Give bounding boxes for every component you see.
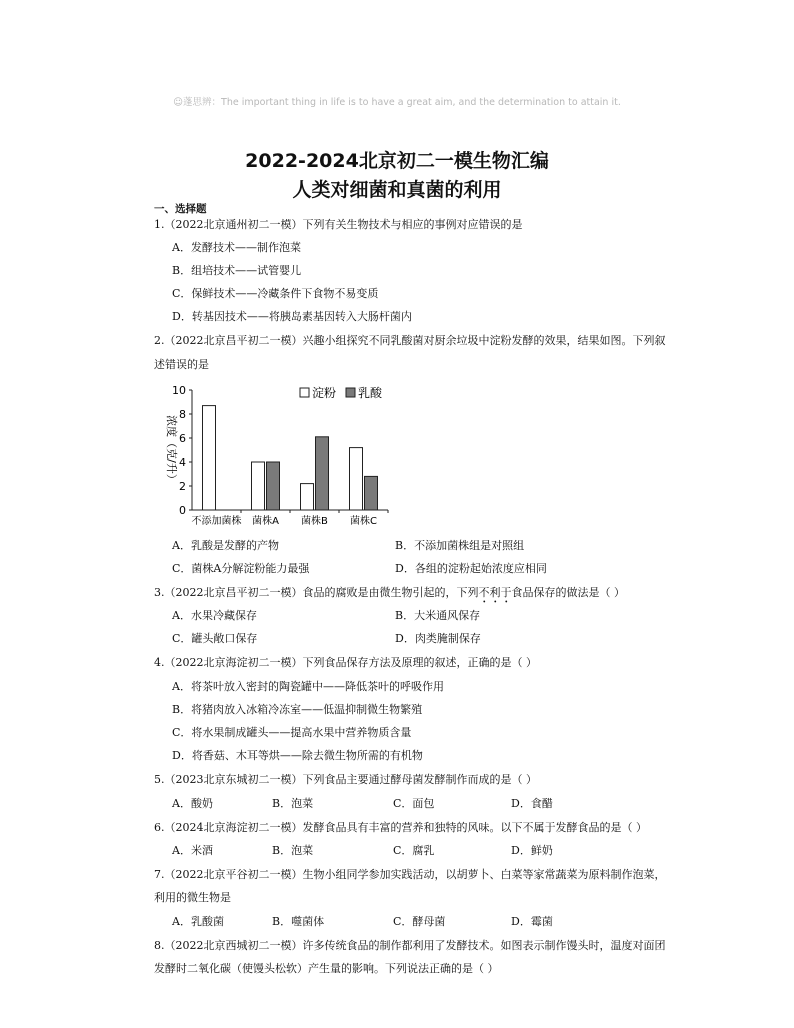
bar-chart bbox=[150, 380, 400, 530]
legend-swatch bbox=[346, 388, 355, 397]
question-4-option-d: D．将香菇、木耳等烘——除去微生物所需的有机物 bbox=[172, 749, 423, 762]
bar-lactic-acid bbox=[267, 462, 280, 510]
question-8-stem-line1: 8.（2022北京西城初二一模）许多传统食品的制作都利用了发酵技术。如图表示制作馒头时，温度对面团 bbox=[154, 939, 666, 952]
y-axis-label: 浓度（克/升） bbox=[165, 415, 178, 485]
question-3-option-c: C．罐头敞口保存 bbox=[172, 632, 258, 645]
question-5-stem: 5.（2023北京东城初二一模）下列食品主要通过酵母菌发酵制作而成的是（ ） bbox=[154, 773, 537, 786]
document-subtitle: 人类对细菌和真菌的利用 bbox=[292, 179, 502, 201]
question-1-option-a: A．发酵技术——制作泡菜 bbox=[172, 241, 301, 254]
question-2-option-d: D．各组的淀粉起始浓度应相同 bbox=[395, 562, 547, 575]
bar-starch bbox=[301, 484, 314, 510]
question-3-stem-part2: 食品保存的做法是（ ） bbox=[511, 586, 625, 599]
question-7-stem-line1: 7.（2022北京平谷初二一模）生物小组同学参加实践活动，以胡萝卜、白菜等家常蔬菜为原料制作泡菜， bbox=[154, 868, 666, 881]
legend-label: 乳酸 bbox=[358, 386, 383, 400]
watermark: ☺蓬思辨：The important thing in life is to have a great aim, and the determination to attain it. bbox=[173, 97, 621, 108]
x-tick-label: 菌株A bbox=[252, 516, 279, 527]
question-3-stem bbox=[154, 584, 625, 606]
y-tick-label: 4 bbox=[179, 456, 186, 469]
y-tick-label: 0 bbox=[179, 504, 186, 517]
document-title: 2022-2024北京初二一模生物汇编 bbox=[245, 150, 549, 172]
y-tick-label: 10 bbox=[172, 384, 186, 397]
question-3-option-d: D．肉类腌制保存 bbox=[395, 632, 481, 645]
section-heading: 一、选择题 bbox=[154, 203, 207, 215]
question-3-stem-part1: 3.（2022北京昌平初二一模）食品的腐败是由微生物引起的，下列 bbox=[154, 586, 479, 599]
question-7-option-c: C．酵母菌 bbox=[393, 915, 446, 928]
question-5-option-d: D．食醋 bbox=[511, 797, 553, 810]
bar-lactic-acid bbox=[365, 476, 378, 510]
question-1-option-b: B．组培技术——试管婴儿 bbox=[172, 264, 302, 277]
x-tick-label: 菌株C bbox=[350, 516, 377, 527]
legend-label: 淀粉 bbox=[312, 386, 337, 400]
question-5-option-a: A．酸奶 bbox=[172, 797, 213, 810]
bar-starch bbox=[252, 462, 265, 510]
question-6-option-c: C．腐乳 bbox=[393, 844, 435, 857]
question-7-option-b: B．噬菌体 bbox=[272, 915, 325, 928]
question-4-option-c: C．将水果制成罐头——提高水果中营养物质含量 bbox=[172, 726, 412, 739]
question-7-stem-line2: 利用的微生物是 bbox=[154, 891, 231, 904]
question-2-option-b: B．不添加菌株组是对照组 bbox=[395, 539, 525, 552]
question-5-option-b: B．泡菜 bbox=[272, 797, 314, 810]
y-tick-label: 8 bbox=[179, 408, 186, 421]
question-6-option-d: D．鲜奶 bbox=[511, 844, 553, 857]
question-6-option-a: A．米酒 bbox=[172, 844, 213, 857]
question-3-option-b: B．大米通风保存 bbox=[395, 609, 481, 622]
question-8-stem-line2: 发酵时二氧化碳（使馒头松软）产生量的影响。下列说法正确的是（ ） bbox=[154, 962, 499, 975]
x-tick-label: 菌株B bbox=[301, 516, 328, 527]
question-6-stem: 6.（2024北京海淀初二一模）发酵食品具有丰富的营养和独特的风味。以下不属于发酵食品的是（ ） bbox=[154, 821, 647, 834]
bar-starch bbox=[350, 448, 363, 510]
question-1-stem: 1.（2022北京通州初二一模）下列有关生物技术与相应的事例对应错误的是 bbox=[154, 218, 523, 231]
legend-swatch bbox=[300, 388, 309, 397]
question-5-option-c: C．面包 bbox=[393, 797, 435, 810]
y-tick-label: 6 bbox=[179, 432, 186, 445]
question-7-option-d: D．霉菌 bbox=[511, 915, 553, 928]
question-4-option-b: B．将猪肉放入冰箱冷冻室——低温抑制微生物繁殖 bbox=[172, 703, 423, 716]
bar-lactic-acid bbox=[316, 437, 329, 510]
y-tick-label: 2 bbox=[179, 480, 186, 493]
question-2-stem-line2: 述错误的是 bbox=[154, 358, 209, 371]
question-4-stem: 4.（2022北京海淀初二一模）下列食品保存方法及原理的叙述，正确的是（ ） bbox=[154, 656, 537, 669]
question-2-stem-line1: 2.（2022北京昌平初二一模）兴趣小组探究不同乳酸菌对厨余垃圾中淀粉发酵的效果，结果如图。下列叙 bbox=[154, 334, 666, 347]
question-6-option-b: B．泡菜 bbox=[272, 844, 314, 857]
question-3-option-a: A．水果冷藏保存 bbox=[172, 609, 257, 622]
question-7-option-a: A．乳酸菌 bbox=[172, 915, 224, 928]
question-1-option-d: D．转基因技术——将胰岛素基因转入大肠杆菌内 bbox=[172, 310, 412, 323]
x-tick-label: 不添加菌株 bbox=[191, 516, 242, 527]
question-4-option-a: A．将茶叶放入密封的陶瓷罐中——降低茶叶的呼吸作用 bbox=[172, 680, 444, 693]
question-2-option-a: A．乳酸是发酵的产物 bbox=[172, 539, 279, 552]
question-1-option-c: C．保鲜技术——冷藏条件下食物不易变质 bbox=[172, 287, 379, 300]
bar-starch bbox=[203, 406, 216, 510]
question-2-option-c: C．菌株A分解淀粉能力最强 bbox=[172, 562, 310, 575]
question-3-emphasis: 不利于 bbox=[478, 586, 512, 599]
